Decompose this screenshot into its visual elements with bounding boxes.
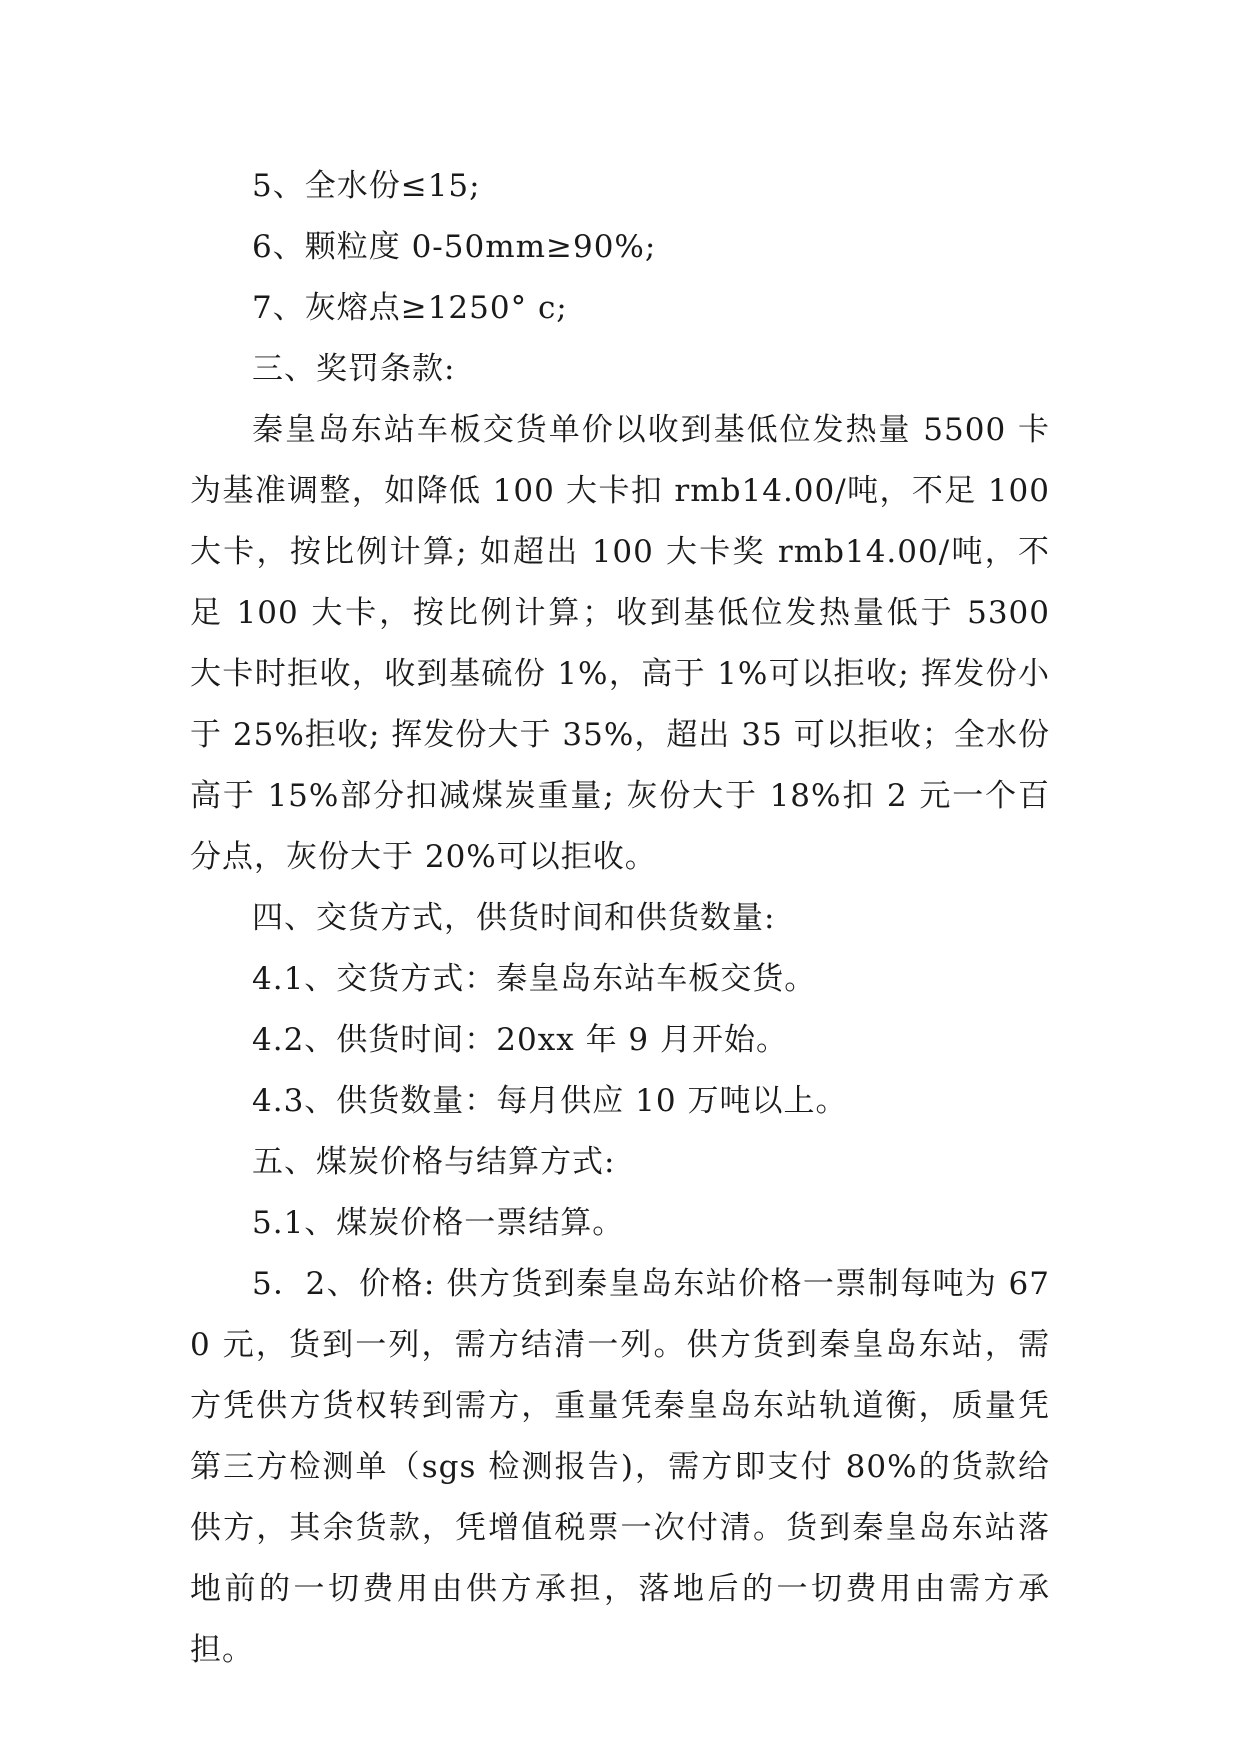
clause-ash-fusion-point: 7、灰熔点≥1250° c; [252,290,568,326]
paragraph-price-terms: 5．2、价格: 供方货到秦皇岛东站价格一票制每吨为 670 元，货到一列，需方结清一列。供方货到秦皇岛东站，需方凭供方货权转到需方，重量凭秦皇岛东站轨道衡，质量凭第三方检测单（sgs 检测报告)，需方即支付 80%的货款给供方，其余货款，凭增值税票一次付清。货到秦皇岛东站落地前的一切费用由供方承担，落地后的一切费用由需方承担。 [190,1266,1050,1668]
clause-delivery-quantity: 4.3、供货数量：每月供应 10 万吨以上。 [252,1083,848,1119]
clause-delivery-time: 4.2、供货时间：20xx 年 9 月开始。 [252,1022,788,1058]
section-heading-delivery: 四、交货方式，供货时间和供货数量: [252,900,776,936]
clause-price-settlement: 5.1、煤炭价格一票结算。 [252,1205,625,1241]
document-body [190,156,1050,1681]
section-heading-price-settlement: 五、煤炭价格与结算方式: [252,1144,616,1180]
paragraph-rewards-penalties: 秦皇岛东站车板交货单价以收到基低位发热量 5500 卡为基准调整，如降低 100 大卡扣 rmb14.00/吨，不足 100 大卡，按比例计算; 如超出 100 大卡奖 rmb14.00/吨，不足 100 大卡，按比例计算；收到基低位发热量低于 5300 大卡时拒收，收到基硫份 1%，高于 1%可以拒收; 挥发份小于 25%拒收; 挥发份大于 35%，超出 35 可以拒收；全水份高于 15%部分扣减煤炭重量; 灰份大于 18%扣 2 元一个百分点，灰份大于 20%可以拒收。 [190,412,1050,875]
clause-particle-size: 6、颗粒度 0-50mm≥90%; [252,229,657,265]
clause-total-moisture: 5、全水份≤15; [252,168,481,204]
section-heading-rewards-penalties: 三、奖罚条款: [252,351,456,387]
clause-delivery-method: 4.1、交货方式：秦皇岛东站车板交货。 [252,961,817,997]
